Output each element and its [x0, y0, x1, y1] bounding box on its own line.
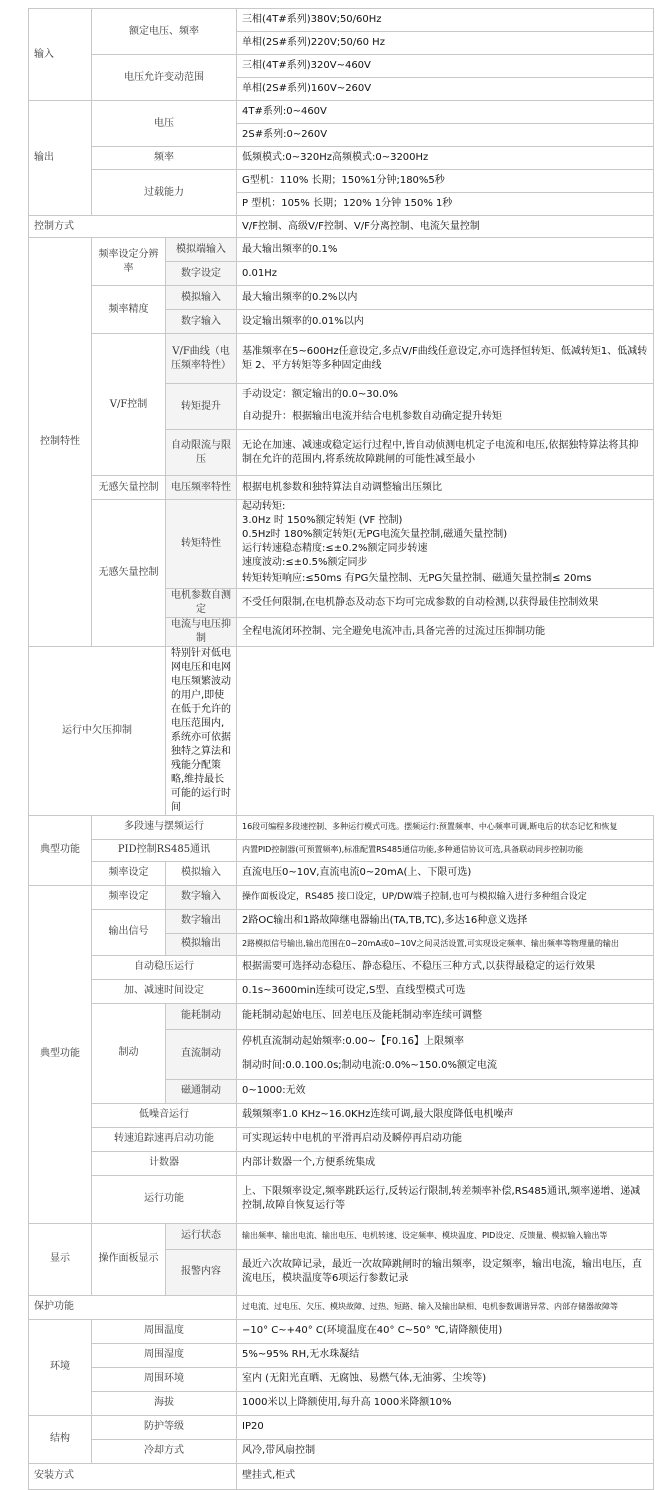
spec-table: [28, 8, 654, 1490]
category-structure: 结构: [29, 1415, 92, 1463]
value-torque-line-5: 速度波动:≤±0.5%额定同步: [237, 556, 654, 570]
value-dynamic-braking: 能耗制动起始电压、回差电压及能耗制动率连续可调整: [237, 1003, 654, 1029]
label-braking: 制动: [92, 1003, 166, 1103]
value-analog-accuracy: 最大输出频率的0.2%以内: [237, 286, 654, 310]
value-overload-g: G型机：110% 长期；150%1分钟;180%5秒: [237, 170, 654, 193]
value-rated-voltage-3ph: 三相(4T#系列)380V;50/60Hz: [237, 9, 654, 32]
value-torque-boost-manual: 手动设定：额定输出的0.0~30.0%: [237, 384, 654, 406]
sublabel-analog-input: 模拟端输入: [166, 238, 237, 262]
label-low-noise: 低噪音运行: [92, 1103, 237, 1127]
label-freq-setting-digital: 频率设定: [92, 885, 166, 909]
label-avr: 自动稳压运行: [92, 955, 237, 979]
value-flux-braking: 0~1000:无效: [237, 1079, 654, 1103]
value-undervoltage-suppress: 特别针对低电网电压和电网电压频繁波动的用户,即使在低于允许的电压范围内,系统亦可依据独特之算法和残能分配策略,维持最长可能的运行时间: [166, 646, 237, 815]
value-torque-line-2: 3.0Hz 时 150%额定转矩 (VF 控制): [237, 514, 654, 528]
sublabel-digital-output: 数字输出: [166, 909, 237, 933]
value-torque-line-1: 起动转矩:: [237, 500, 654, 515]
value-digital-output: 2路OC输出和1路故障继电器输出(TA,TB,TC),多达16种意义选择: [237, 909, 654, 933]
value-ambient-humidity: 5%~95% RH,无水珠凝结: [237, 1343, 654, 1367]
value-digital-resolution: 0.01Hz: [237, 262, 654, 286]
sublabel-digital-accuracy: 数字输入: [166, 310, 237, 334]
value-dc-braking-freq: 停机直流制动起始频率:0.00~【F0.16】上限频率: [237, 1029, 654, 1054]
value-voltage-range-1ph: 单相(2S#系列)160V~260V: [237, 78, 654, 101]
value-current-voltage-suppress: 全程电流闭环控制、完全避免电流冲击,具备完善的过流过压抑制功能: [237, 617, 654, 646]
value-alarm-content: 最近六次故障记录，最近一次故障跳闸时的输出频率，设定频率，输出电流，输出电压，直流电压，模块温度等6项运行参数记录: [237, 1249, 654, 1295]
label-vf-control: V/F控制: [92, 334, 166, 476]
value-low-noise: 载频频率1.0 KHz~16.0KHz连续可调,最大限度降低电机噪声: [237, 1103, 654, 1127]
label-output-frequency: 频率: [92, 147, 237, 170]
value-motor-autotune: 不受任何限制,在电机静态及动态下均可完成参数的自动检测,以获得最佳控制效果: [237, 588, 654, 617]
value-multistep-speed: 16段可编程多段速控制、多种运行模式可选。摆频运行:预置频率、中心频率可调,断电后的状态记忆和恢复: [237, 815, 654, 839]
value-digital-accuracy: 设定输出频率的0.01%以内: [237, 310, 654, 334]
value-analog-resolution: 最大输出频率的0.1%: [237, 238, 654, 262]
value-torque-line-3: 0.5Hz时 180%额定转矩(无PG电流矢量控制,磁通矢量控制): [237, 528, 654, 542]
value-analog-setting: 直流电压0~10V,直流电流0~20mA(上、下限可选): [237, 861, 654, 885]
category-environment: 环境: [29, 1319, 92, 1415]
value-torque-line-6: 转矩转矩响应:≤50ms 有PG矢量控制、无PG矢量控制、磁通矢量控制≤ 20ms: [237, 570, 654, 588]
label-voltage-range: 电压允许变动范围: [92, 55, 237, 101]
value-protection-class: IP20: [237, 1415, 654, 1439]
sublabel-run-status: 运行状态: [166, 1223, 237, 1249]
value-counter: 内部计数器一个,方便系统集成: [237, 1151, 654, 1175]
label-altitude: 海拔: [92, 1391, 237, 1415]
label-speed-tracking: 转速追踪速再启动功能: [92, 1127, 237, 1151]
value-ambient-environment: 室内 (无阳光直晒、无腐蚀、易燃气体,无油雾、尘埃等): [237, 1367, 654, 1391]
value-output-frequency: 低频模式:0~320Hz高频模式:0~3200Hz: [237, 147, 654, 170]
category-control-features: 控制特性: [29, 238, 92, 647]
value-speed-tracking: 可实现运转中电机的平滑再启动及瞬停再启动功能: [237, 1127, 654, 1151]
category-input: 输入: [29, 9, 92, 101]
label-svc-2: 无感矢量控制: [92, 500, 166, 647]
label-counter: 计数器: [92, 1151, 237, 1175]
value-output-voltage-2s: 2S#系列:0~260V: [237, 124, 654, 147]
value-cooling: 风冷,带风扇控制: [237, 1439, 654, 1463]
value-installation: 壁挂式,柜式: [237, 1463, 654, 1489]
value-ambient-temperature: −10° C~+40° C(环境温度在40° C~50° ℃,请降额使用): [237, 1319, 654, 1343]
category-typical-functions-2: 典型功能: [29, 885, 92, 1223]
label-freq-resolution: 频率设定分辨率: [92, 238, 166, 286]
label-undervoltage-suppress: 运行中欠压抑制: [29, 646, 166, 815]
label-cooling: 冷却方式: [92, 1439, 237, 1463]
sublabel-dc-braking: 直流制动: [166, 1029, 237, 1079]
sublabel-auto-limit: 自动限流与限压: [166, 430, 237, 476]
label-overload: 过载能力: [92, 170, 237, 216]
value-output-voltage-4t: 4T#系列:0~460V: [237, 101, 654, 124]
value-overload-p: P 型机：105% 长期；120% 1分钟 150% 1秒: [237, 193, 654, 216]
value-protection: 过电流、过电压、欠压、模块故障、过热、短路、输入及输出缺相、电机参数调谐异常、内部存储器故障等: [237, 1295, 654, 1319]
category-output: 输出: [29, 101, 92, 216]
sublabel-vf-curve: V/F曲线（电压频率特性）: [166, 334, 237, 384]
label-svc-1: 无感矢量控制: [92, 476, 166, 500]
value-torque-boost-auto: 自动提升：根据输出电流并结合电机参数自动确定提升转矩: [237, 406, 654, 430]
label-freq-accuracy: 频率精度: [92, 286, 166, 334]
label-freq-setting-analog: 频率设定: [92, 861, 166, 885]
label-ambient-temperature: 周围温度: [92, 1319, 237, 1343]
value-altitude: 1000米以上降额使用,每升高 1000米降额10%: [237, 1391, 654, 1415]
value-accel-decel: 0.1s~3600min连续可设定,S型、直线型模式可选: [237, 979, 654, 1003]
sublabel-alarm-content: 报警内容: [166, 1249, 237, 1295]
label-output-voltage: 电压: [92, 101, 237, 147]
label-rated-voltage: 额定电压、频率: [92, 9, 237, 55]
value-control-mode: V/F控制、高级V/F控制、V/F分离控制、电流矢量控制: [237, 216, 654, 238]
sublabel-digital-input: 数字输入: [166, 885, 237, 909]
value-rated-voltage-1ph: 单相(2S#系列)220V;50/60 Hz: [237, 32, 654, 55]
label-protection-class: 防护等级: [92, 1415, 237, 1439]
label-panel-display: 操作面板显示: [92, 1223, 166, 1295]
sublabel-dynamic-braking: 能耗制动: [166, 1003, 237, 1029]
value-voltage-range-3ph: 三相(4T#系列)320V~460V: [237, 55, 654, 78]
label-run-functions: 运行功能: [92, 1175, 237, 1223]
sublabel-analog-accuracy: 模拟输入: [166, 286, 237, 310]
sublabel-torque-boost: 转矩提升: [166, 384, 237, 430]
spec-table-container: [28, 8, 653, 1490]
sublabel-analog-setting: 模拟输入: [166, 861, 237, 885]
category-control-mode: 控制方式: [29, 216, 237, 238]
label-accel-decel: 加、减速时间设定: [92, 979, 237, 1003]
value-torque-line-4: 运行转速稳态精度:≤±0.2%额定同步转速: [237, 542, 654, 556]
sublabel-vf-characteristic: 电压频率特性: [166, 476, 237, 500]
sublabel-motor-autotune: 电机参数自测定: [166, 588, 237, 617]
label-ambient-humidity: 周围湿度: [92, 1343, 237, 1367]
value-run-functions: 上、下限频率设定,频率跳跃运行,反转运行限制,转差频率补偿,RS485通讯,频率递增、递减控制,故障自恢复运行等: [237, 1175, 654, 1223]
sublabel-digital-setting: 数字设定: [166, 262, 237, 286]
sublabel-flux-braking: 磁通制动: [166, 1079, 237, 1103]
value-vf-characteristic: 根据电机参数和独特算法自动调整输出压频比: [237, 476, 654, 500]
value-auto-limit: 无论在加速、减速或稳定运行过程中,皆自动侦测电机定子电流和电压,依据独特算法将其抑制在允许的范围内,将系统故障跳闸的可能性减至最小: [237, 430, 654, 476]
sublabel-analog-output: 模拟输出: [166, 933, 237, 955]
value-avr: 根据需要可选择动态稳压、静态稳压、不稳压三种方式,以获得最稳定的运行效果: [237, 955, 654, 979]
category-typical-functions-1: 典型功能: [29, 815, 92, 885]
label-pid-rs485: PID控制RS485通讯: [92, 839, 237, 861]
value-dc-braking-time: 制动时间:0.0.100.0s;制动电流:0.0%~150.0%额定电流: [237, 1054, 654, 1079]
value-digital-input: 操作面板设定，RS485 接口设定，UP/DW端子控制,也可与模拟输入进行多种组合设定: [237, 885, 654, 909]
label-output-signal: 输出信号: [92, 909, 166, 955]
value-analog-output: 2路模拟信号输出,输出范围在0~20mA或0~10V之间灵活设置,可实现设定频率、输出频率等物理量的输出: [237, 933, 654, 955]
label-multistep-speed: 多段速与摆频运行: [92, 815, 237, 839]
category-display: 显示: [29, 1223, 92, 1295]
value-vf-curve: 基准频率在5~600Hz任意设定,多点V/F曲线任意设定,亦可选择恒转矩、低减转矩1、低减转矩 2、平方转矩等多种固定曲线: [237, 334, 654, 384]
sublabel-current-voltage-suppress: 电流与电压抑制: [166, 617, 237, 646]
value-pid-rs485: 内置PID控制器(可预置频率),标准配置RS485通信功能,多种通信协议可选,具备联动同步控制功能: [237, 839, 654, 861]
sublabel-torque-characteristic: 转矩特性: [166, 500, 237, 589]
value-run-status: 输出频率、输出电流、输出电压、电机转速、设定频率、模块温度、PID设定、反馈量、模拟输入输出等: [237, 1223, 654, 1249]
category-protection: 保护功能: [29, 1295, 237, 1319]
category-installation: 安装方式: [29, 1463, 237, 1489]
label-ambient-environment: 周围环境: [92, 1367, 237, 1391]
